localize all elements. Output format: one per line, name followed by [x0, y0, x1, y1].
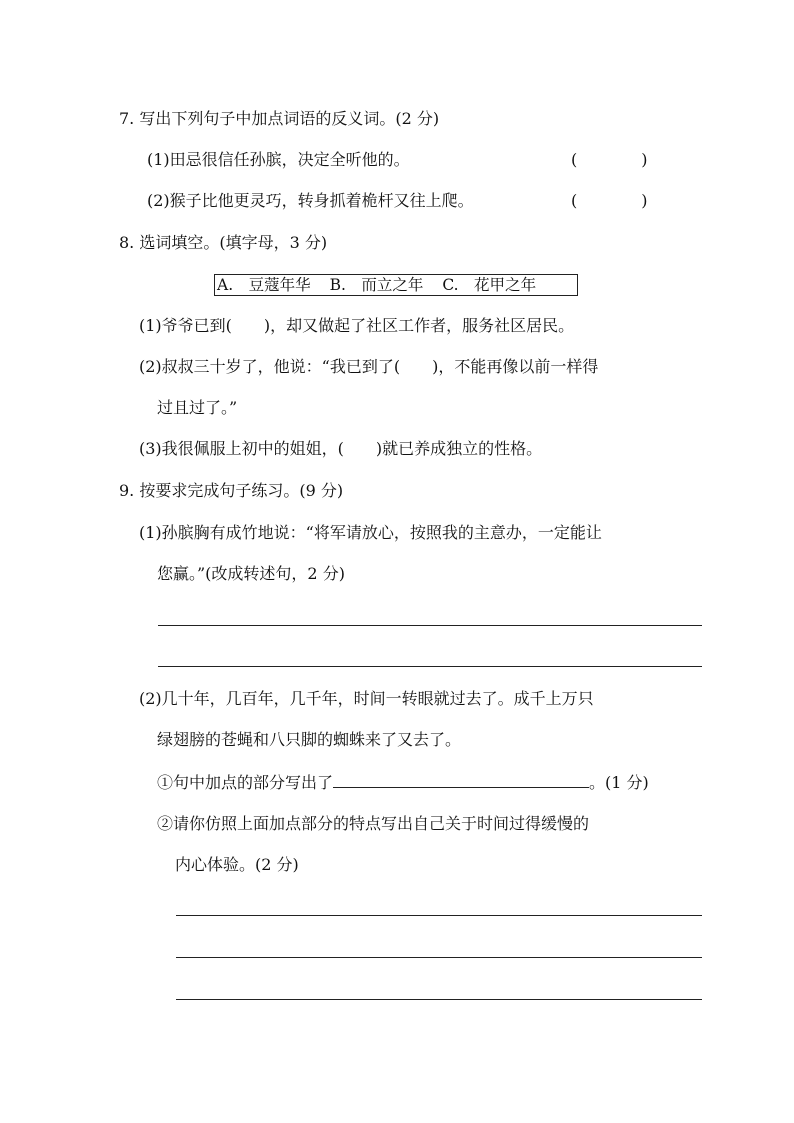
- q9-part2-line-1: (2)几十年，几百年，几千年，时间一转眼就过去了。成千上万只: [139, 689, 594, 708]
- q8-sentence-2-line-1: (2)叔叔三十岁了，他说：“我已到了( )，不能再像以前一样得: [139, 357, 599, 376]
- answer-line[interactable]: [158, 666, 702, 667]
- q9-part1-line-1: (1)孙膑胸有成竹地说：“将军请放心，按照我的主意办，一定能让: [139, 523, 602, 542]
- q9-sub1: [157, 771, 649, 794]
- q7-sentence-1: (1)田忌很信任孙膑，决定全听他的。: [147, 150, 410, 169]
- q9-sub2-line-1: ②请你仿照上面加点部分的特点写出自己关于时间过得缓慢的: [157, 814, 590, 833]
- q9-sub2-line-2: 内心体验。(2 分): [175, 855, 299, 874]
- q8-sentence-2-line-2: 过且过了。”: [157, 398, 238, 417]
- q8-title: 8. 选词填空。(填字母，3 分): [119, 233, 328, 252]
- q9-title: 9. 按要求完成句子练习。(9 分): [119, 481, 344, 500]
- answer-line[interactable]: [176, 999, 702, 1000]
- q8-option-c: C. 花甲之年: [442, 276, 537, 294]
- q8-option-b: B. 而立之年: [329, 276, 424, 294]
- answer-line[interactable]: [158, 625, 702, 626]
- q7-sentence-2: (2)猴子比他更灵巧，转身抓着桅杆又往上爬。: [147, 191, 474, 210]
- q9-sub1-prefix: ①句中加点的部分写出了: [157, 773, 334, 792]
- q7-answer-blank-2[interactable]: ( ): [571, 191, 648, 210]
- q8-options-box: [214, 274, 578, 296]
- answer-line[interactable]: [176, 957, 702, 958]
- q8-sentence-1: (1)爷爷已到( )，却又做起了社区工作者，服务社区居民。: [139, 316, 575, 335]
- q8-sentence-3: (3)我很佩服上初中的姐姐，( )就已养成独立的性格。: [139, 439, 543, 458]
- q9-part1-line-2: 您赢。”(改成转述句，2 分): [157, 564, 345, 583]
- answer-line[interactable]: [176, 915, 702, 916]
- q8-option-a: A. 豆蔻年华: [217, 276, 311, 294]
- q9-sub1-blank[interactable]: [333, 771, 589, 788]
- q9-part2-line-2: 绿翅膀的苍蝇和八只脚的蜘蛛来了又去了。: [157, 730, 462, 749]
- q7-answer-blank-1[interactable]: ( ): [571, 150, 648, 169]
- q7-title: 7. 写出下列句子中加点词语的反义词。(2 分): [119, 109, 440, 128]
- q9-sub1-suffix: 。(1 分): [589, 773, 649, 792]
